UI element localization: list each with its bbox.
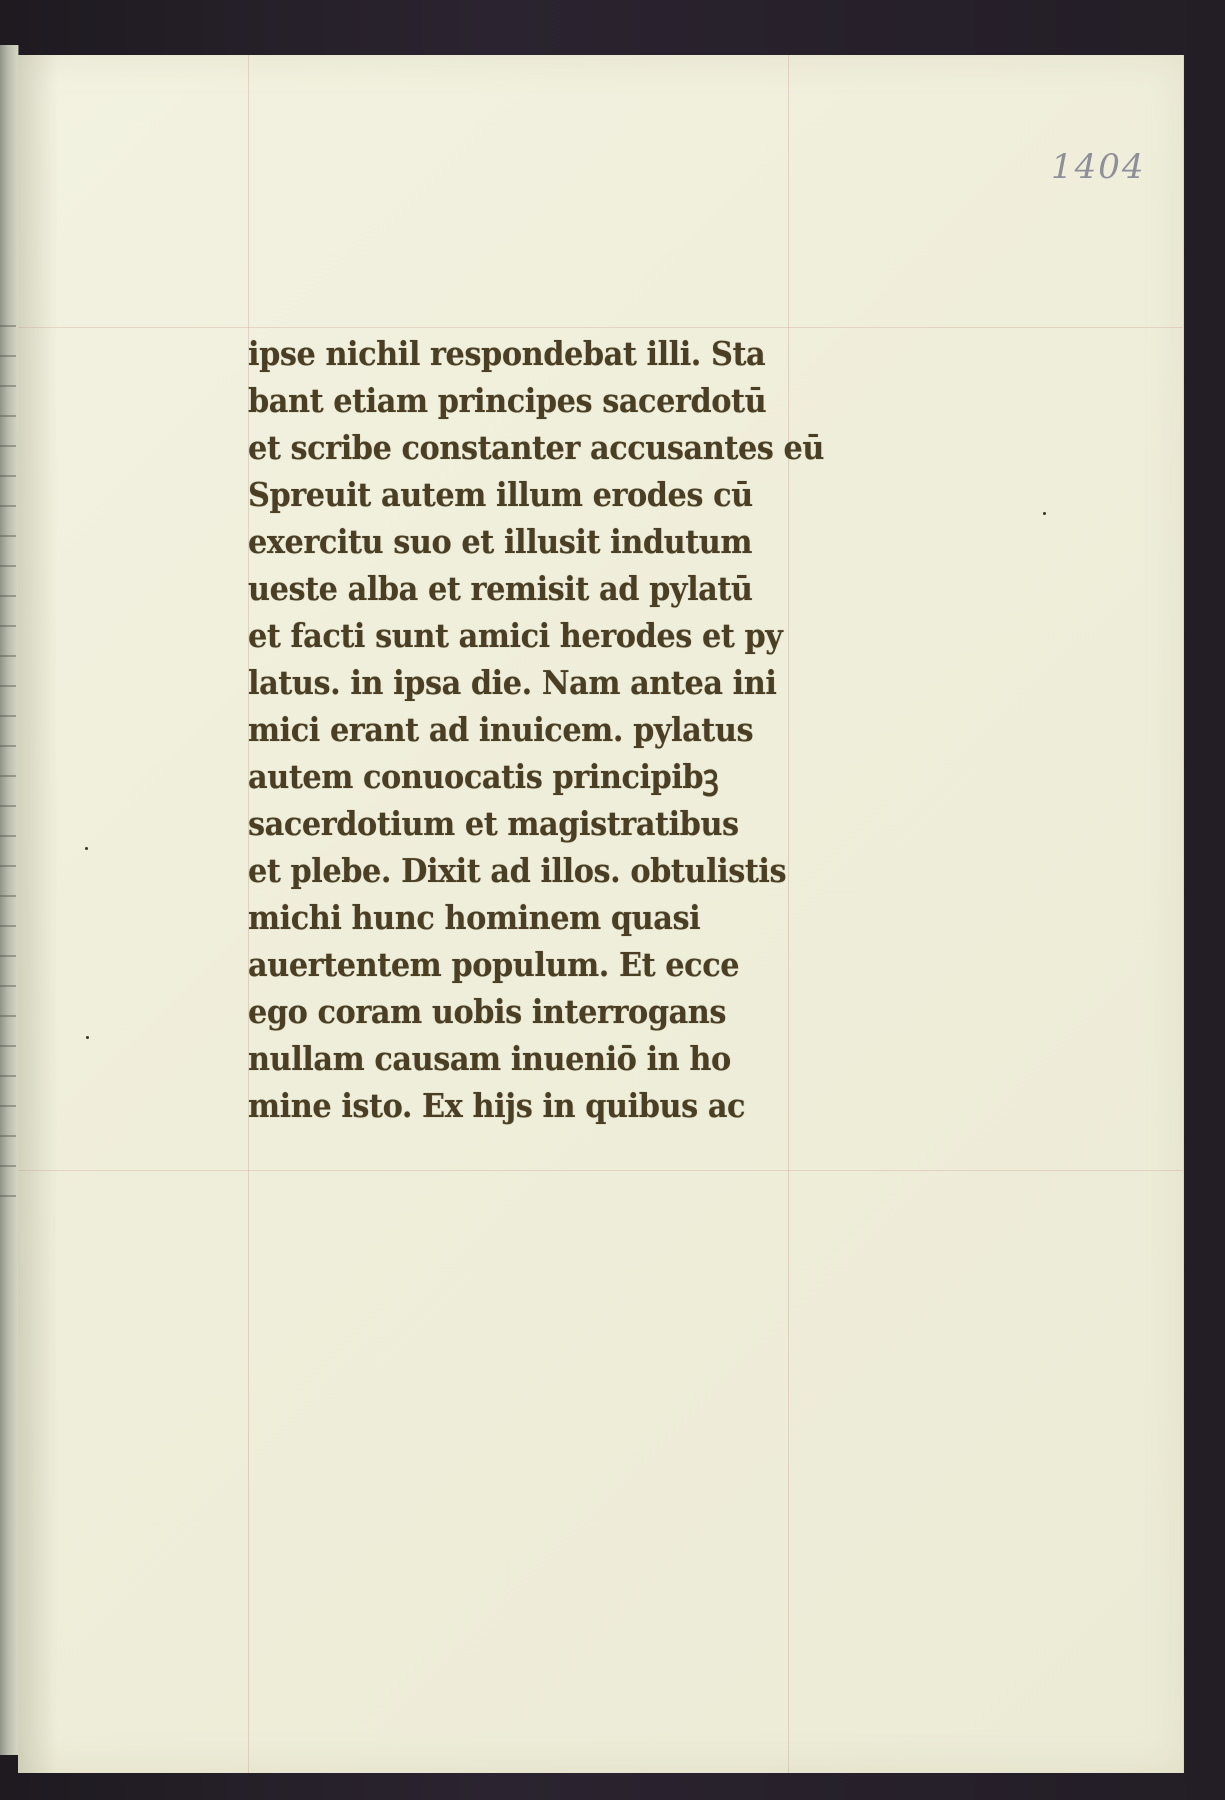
text-line: Spreuit autem illum erodes cū [248, 475, 753, 514]
ink-speck [86, 1036, 89, 1039]
text-line: mine isto. Ex hijs in quibus ac [248, 1086, 746, 1125]
text-line: et plebe. Dixit ad illos. obtulistis [248, 851, 787, 890]
text-line: et facti sunt amici herodes et py [248, 616, 783, 655]
text-line: michi hunc hominem quasi [248, 898, 701, 937]
text-line: mici erant ad inuicem. pylatus [248, 710, 754, 749]
ruling-line-top [18, 327, 1183, 328]
text-line: auertentem populum. Et ecce [248, 945, 740, 984]
folio-number: 1404 [1051, 147, 1146, 187]
text-line: sacerdotium et magistratibus [248, 804, 739, 843]
text-line: nullam causam inueniō in ho [248, 1039, 731, 1078]
text-line: bant etiam principes sacerdotū [248, 381, 767, 420]
text-line: autem conuocatis principibꝫ [248, 757, 719, 796]
text-line: et scribe constanter accusantes eū [248, 428, 825, 467]
facing-page-edge [0, 45, 19, 1755]
text-line: ego coram uobis interrogans [248, 992, 727, 1031]
text-line: latus. in ipsa die. Nam antea ini [248, 663, 777, 702]
ruling-line-bottom [18, 1170, 1183, 1171]
ink-speck [85, 847, 88, 850]
manuscript-text-block [248, 330, 833, 1129]
text-line: exercitu suo et illusit indutum [248, 522, 753, 561]
text-line: ueste alba et remisit ad pylatū [248, 569, 753, 608]
text-line: ipse nichil respondebat illi. Sta [248, 334, 766, 373]
facing-page-text-edge [0, 325, 16, 1225]
ink-speck [1043, 512, 1046, 515]
